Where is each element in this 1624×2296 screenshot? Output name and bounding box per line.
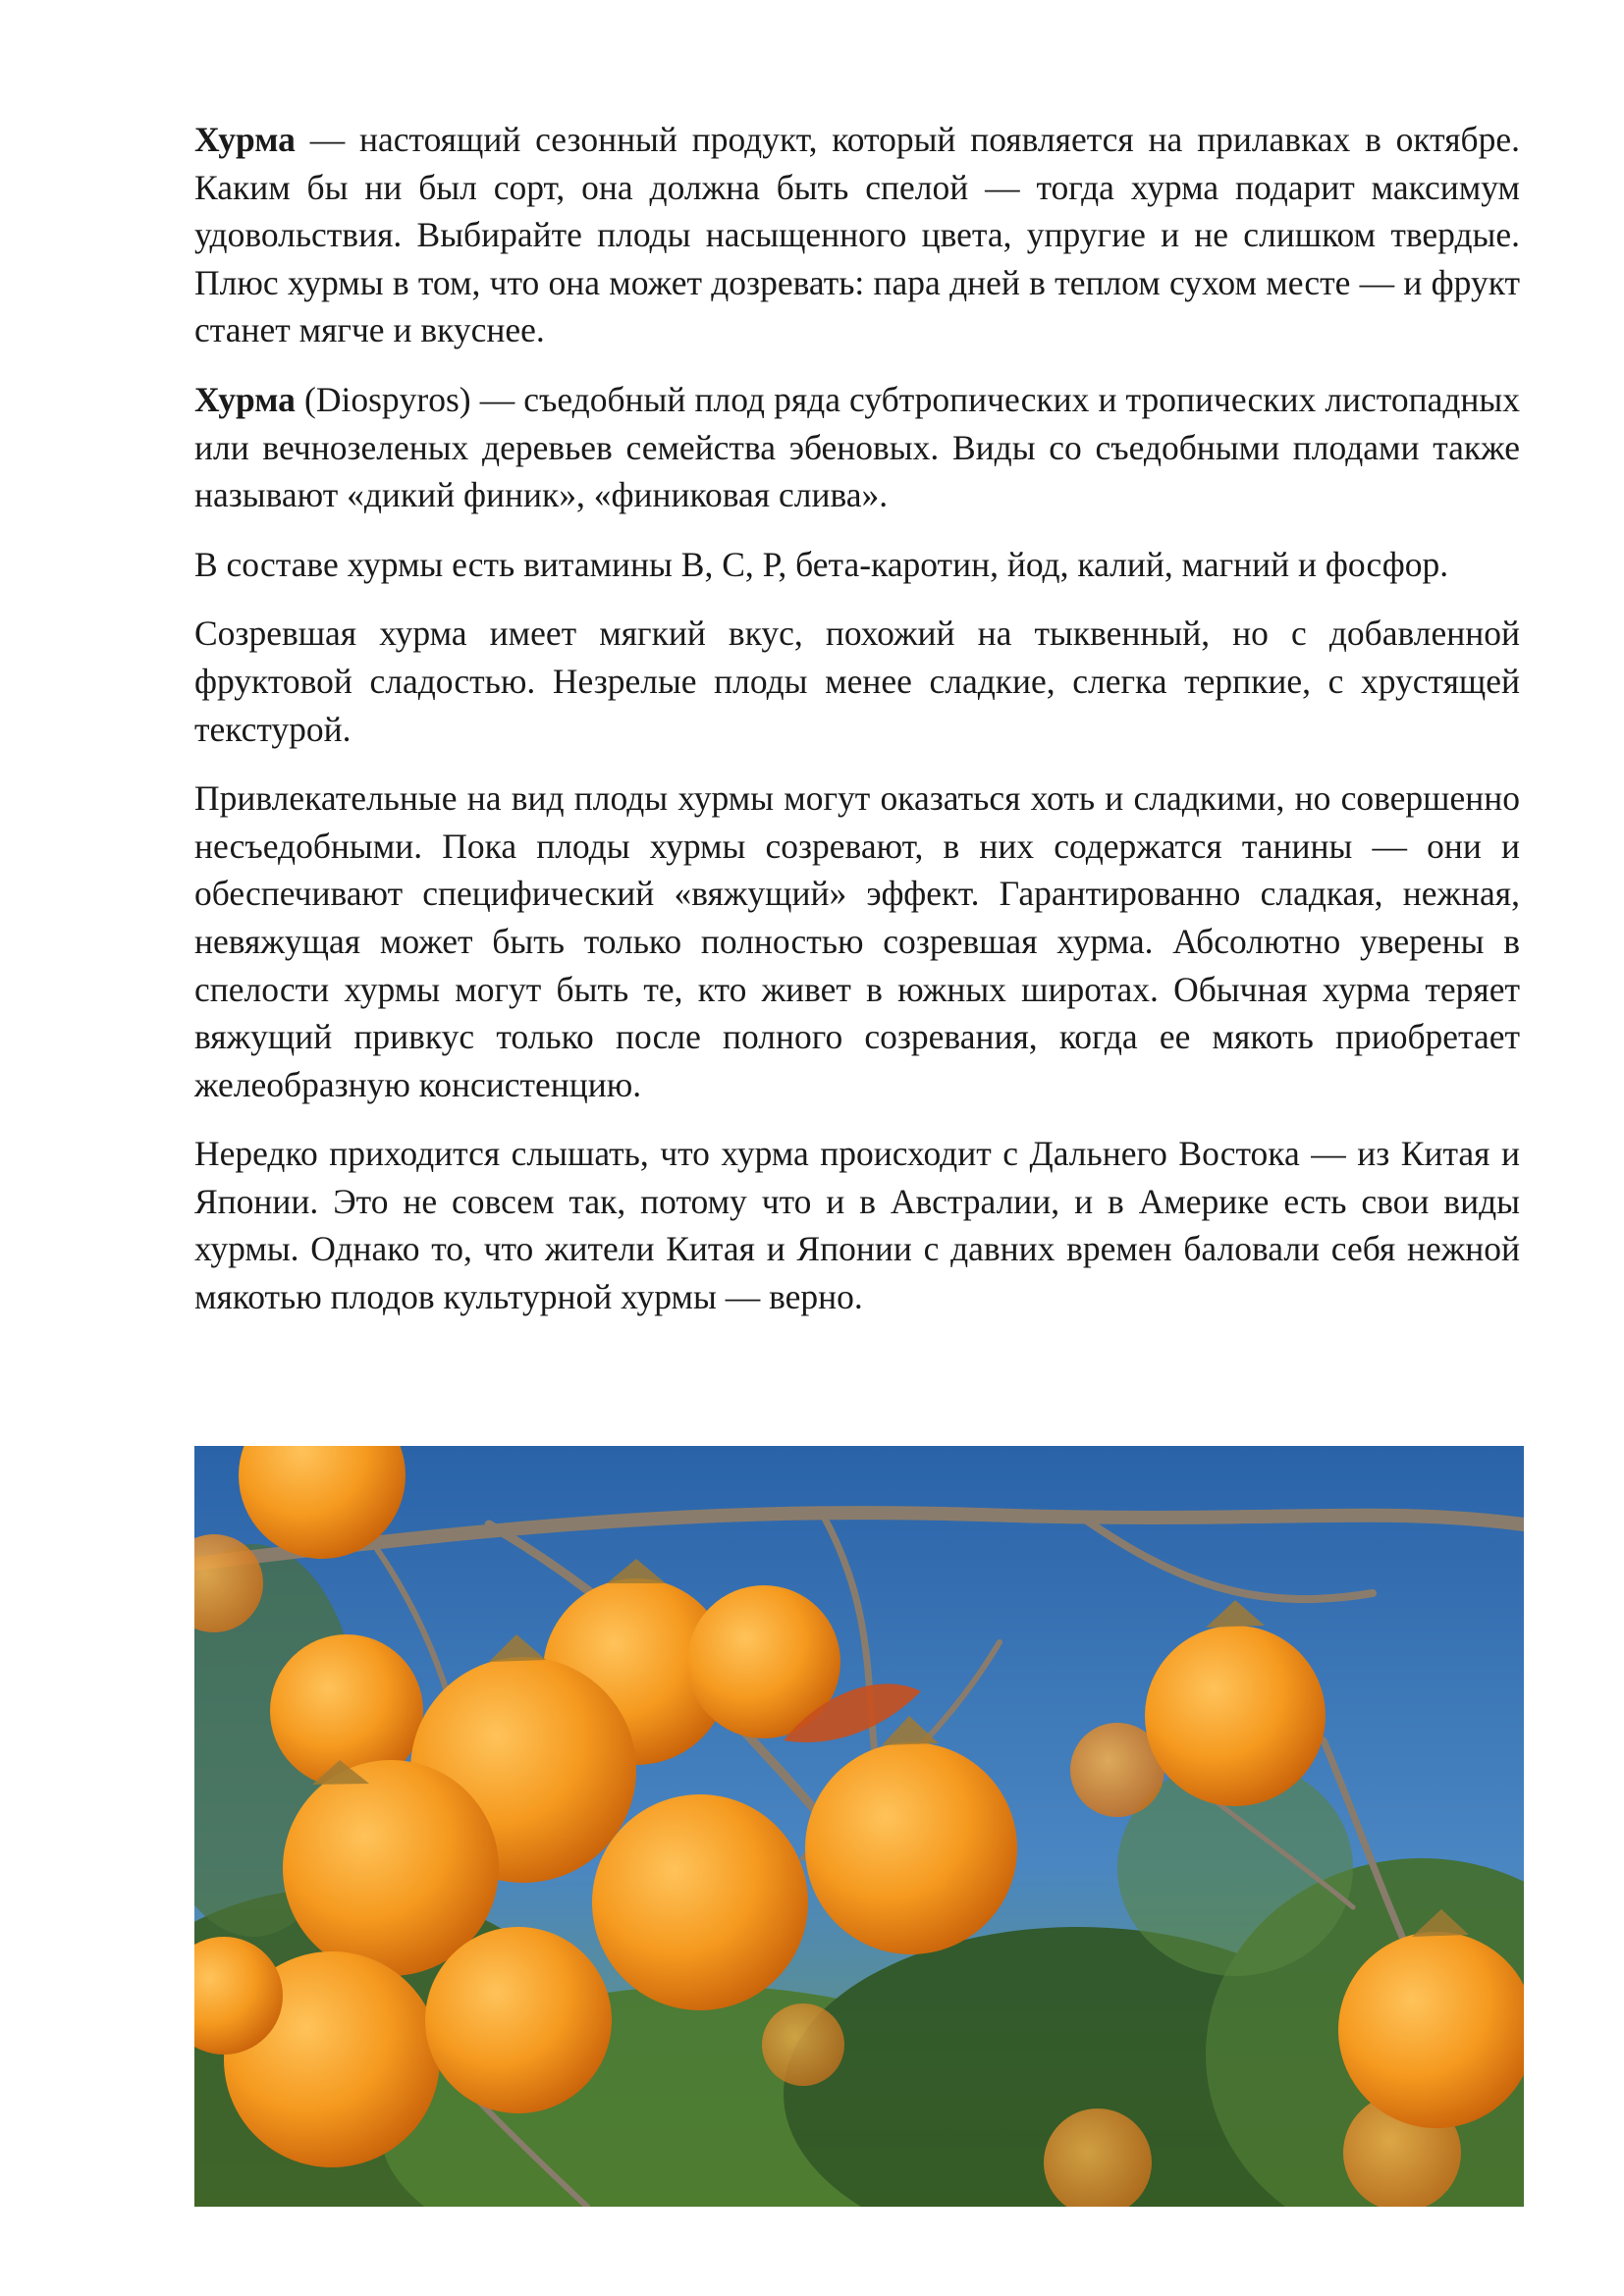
paragraph-5 — [194, 774, 1520, 1108]
paragraph-text: (Diospyros) — съедобный плод ряда субтропических и тропических листопадных или вечнозеленых деревьев семейства эбеновых. Виды со съедобными плодами также называют «дикий финик», «финиковая слива». — [194, 379, 1520, 515]
paragraph-2 — [194, 376, 1520, 519]
persimmon-illustration — [194, 1446, 1524, 2207]
persimmon-tree-photo — [194, 1446, 1524, 2207]
paragraph-4 — [194, 610, 1520, 753]
paragraph-text: Привлекательные на вид плоды хурмы могут оказаться хоть и сладкими, но совершенно несъедобными. Пока плоды хурмы созревают, в них содержатся танины — они и обеспечивают специфический «вяжущий» эффект. Гарантированно сладкая, нежная, невяжущая может быть только полностью созревшая хурма. Абсолютно уверены в спелости хурмы могут быть те, кто живет в южных широтах. Обычная хурма теряет вяжущий привкус только после полного созревания, когда ее мякоть приобретает желеобразную консистенцию. — [194, 778, 1520, 1104]
article-body — [194, 116, 1520, 1343]
paragraph-1 — [194, 116, 1520, 354]
term-bold: Хурма — [194, 120, 296, 159]
term-bold: Хурма — [194, 379, 296, 419]
paragraph-text: В составе хурмы есть витамины B, C, P, бета-каротин, йод, калий, магний и фосфор. — [194, 544, 1449, 584]
paragraph-text: — настоящий сезонный продукт, который появляется на прилавках в октябре. Каким бы ни был сорт, она должна быть спелой — тогда хурма подарит максимум удовольствия. Выбирайте плоды насыщенного цвета, упругие и не слишком твердые. Плюс хурмы в том, что она может дозревать: пара дней в теплом сухом месте — и фрукт станет мягче и вкуснее. — [194, 120, 1520, 350]
paragraph-6 — [194, 1130, 1520, 1320]
paragraph-text: Созревшая хурма имеет мягкий вкус, похожий на тыквенный, но с добавленной фруктовой сладостью. Незрелые плоды менее сладкие, слегка терпкие, с хрустящей текстурой. — [194, 614, 1520, 749]
paragraph-text: Нередко приходится слышать, что хурма происходит с Дальнего Востока — из Китая и Японии. Это не совсем так, потому что и в Австралии, и в Америке есть свои виды хурмы. Однако то, что жители Китая и Японии с давних времен баловали себя нежной мякотью плодов культурной хурмы — верно. — [194, 1134, 1520, 1317]
paragraph-3 — [194, 541, 1520, 589]
